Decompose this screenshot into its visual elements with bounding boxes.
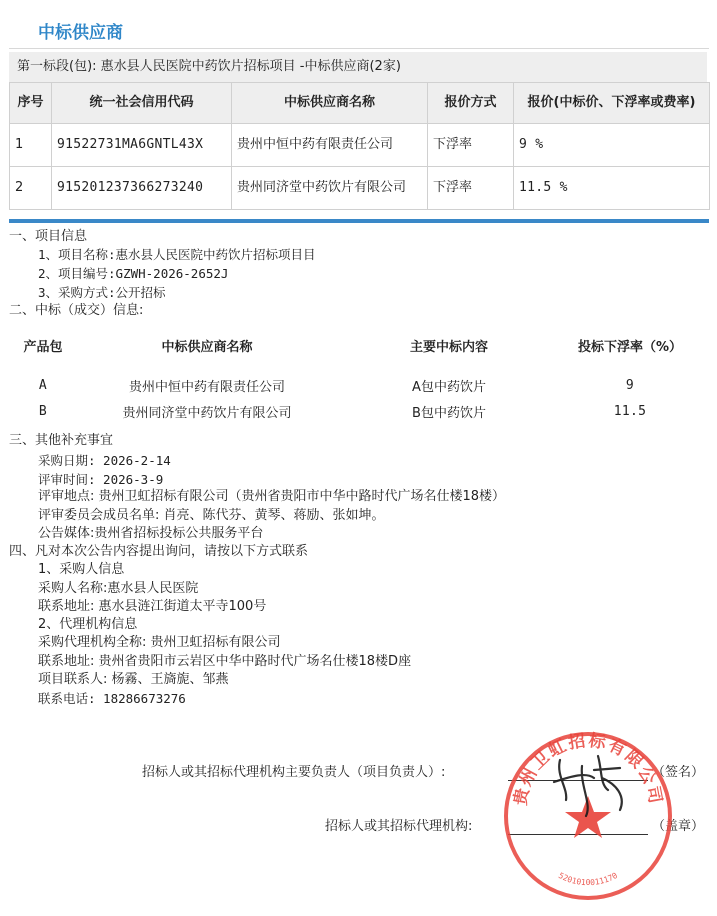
procurement-method: 3、采购方式:公开招标 xyxy=(38,285,166,300)
award-rate: 9 xyxy=(625,377,635,393)
handwritten-signature xyxy=(554,756,622,816)
signer-label: 招标人或其招标代理机构主要负责人（项目负责人）: xyxy=(142,765,446,780)
seal-number: 5201010011170 xyxy=(556,870,620,888)
publication-media: 公告媒体:贵州省招标投标公共服务平台 xyxy=(38,526,264,541)
row-no: 2 xyxy=(10,167,52,210)
award-package: B xyxy=(38,403,48,419)
agent-info-heading: 2、代理机构信息 xyxy=(38,617,138,632)
section-divider-bar xyxy=(9,219,709,223)
col-header-price: 报价(中标价、下浮率或费率) xyxy=(514,83,710,124)
col-header-code: 统一社会信用代码 xyxy=(52,83,232,124)
award-col-supplier: 中标供应商名称 xyxy=(161,339,253,355)
table-row xyxy=(12,372,702,398)
section-contact: 四、凡对本次公告内容提出询问，请按以下方式联系 xyxy=(9,544,309,559)
buyer-info-heading: 1、采购人信息 xyxy=(38,562,125,577)
official-seal xyxy=(498,726,678,906)
signature-suffix: （签名） xyxy=(652,765,705,780)
award-header-row xyxy=(12,330,702,360)
row-price: 9 % xyxy=(514,124,710,167)
section-award-info: 二、中标（成交）信息: xyxy=(9,303,144,318)
project-name: 1、项目名称:惠水县人民医院中药饮片招标项目目 xyxy=(38,247,316,262)
project-number: 2、项目编号:GZWH-2026-2652J xyxy=(38,266,229,281)
col-header-no: 序号 xyxy=(10,83,52,124)
title-divider xyxy=(9,48,709,49)
agent-contact-persons: 项目联系人: 杨霧、王旖旎、邹燕 xyxy=(38,672,229,687)
row-supplier-name: 贵州同济堂中药饮片有限公司 xyxy=(232,167,428,210)
row-credit-code: 915201237366273240 xyxy=(52,167,232,210)
section-supplement: 三、其他补充事宜 xyxy=(9,433,114,448)
col-header-method: 报价方式 xyxy=(428,83,514,124)
seal-label: 招标人或其招标代理机构: xyxy=(325,819,473,834)
review-place: 评审地点: 贵州卫虹招标有限公司（贵州省贵阳市中华中路时代广场名仕楼18楼） xyxy=(38,489,506,504)
award-table xyxy=(12,330,702,424)
row-no: 1 xyxy=(10,124,52,167)
seal-text: 贵州卫虹招标有限公司 xyxy=(510,730,666,808)
col-header-name: 中标供应商名称 xyxy=(232,83,428,124)
svg-text:5201010011170 xyxy=(557,871,619,887)
row-credit-code: 91522731MA6GNTL43X xyxy=(52,124,232,167)
section-project-info: 一、项目信息 xyxy=(9,229,88,244)
result-header-row xyxy=(10,83,710,124)
award-content: A包中药饮片 xyxy=(412,379,486,395)
result-table xyxy=(9,82,710,210)
award-col-content: 主要中标内容 xyxy=(409,339,488,355)
table-row xyxy=(10,167,710,210)
buyer-address: 联系地址: 惠水县涟江街道太平寺100号 xyxy=(38,599,267,614)
page-title: 中标供应商 xyxy=(38,23,123,43)
review-committee: 评审委员会成员名单: 肖亮、陈代芬、黄琴、蒋励、张如坤。 xyxy=(38,508,385,523)
row-method: 下浮率 xyxy=(428,167,514,210)
award-col-rate: 投标下浮率（%） xyxy=(577,339,683,355)
buyer-name: 采购人名称:惠水县人民医院 xyxy=(38,581,199,596)
agent-address: 联系地址: 贵州省贵阳市云岩区中华中路时代广场名仕楼18楼D座 xyxy=(38,654,412,669)
svg-text:贵州卫虹招标有限公司 xyxy=(511,730,666,807)
award-rate: 11.5 xyxy=(613,403,647,419)
row-price: 11.5 % xyxy=(514,167,710,210)
award-package: A xyxy=(38,377,48,393)
agent-phone: 联系电话: 18286673276 xyxy=(38,691,186,706)
agent-name: 采购代理机构全称: 贵州卫虹招标有限公司 xyxy=(38,635,281,650)
award-supplier: 贵州中恒中药有限责任公司 xyxy=(128,379,285,395)
award-col-package: 产品包 xyxy=(23,339,63,355)
row-supplier-name: 贵州中恒中药有限责任公司 xyxy=(232,124,428,167)
award-supplier: 贵州同济堂中药饮片有限公司 xyxy=(122,405,292,421)
procurement-date: 采购日期: 2026-2-14 xyxy=(38,453,171,468)
table-row xyxy=(10,124,710,167)
review-time: 评审时间: 2026-3-9 xyxy=(38,472,164,487)
table-row xyxy=(12,398,702,424)
row-method: 下浮率 xyxy=(428,124,514,167)
section-header: 第一标段(包): 惠水县人民医院中药饮片招标项目 -中标供应商(2家) xyxy=(9,52,707,82)
seal-suffix: （盖章） xyxy=(652,819,705,834)
award-content: B包中药饮片 xyxy=(412,405,486,421)
